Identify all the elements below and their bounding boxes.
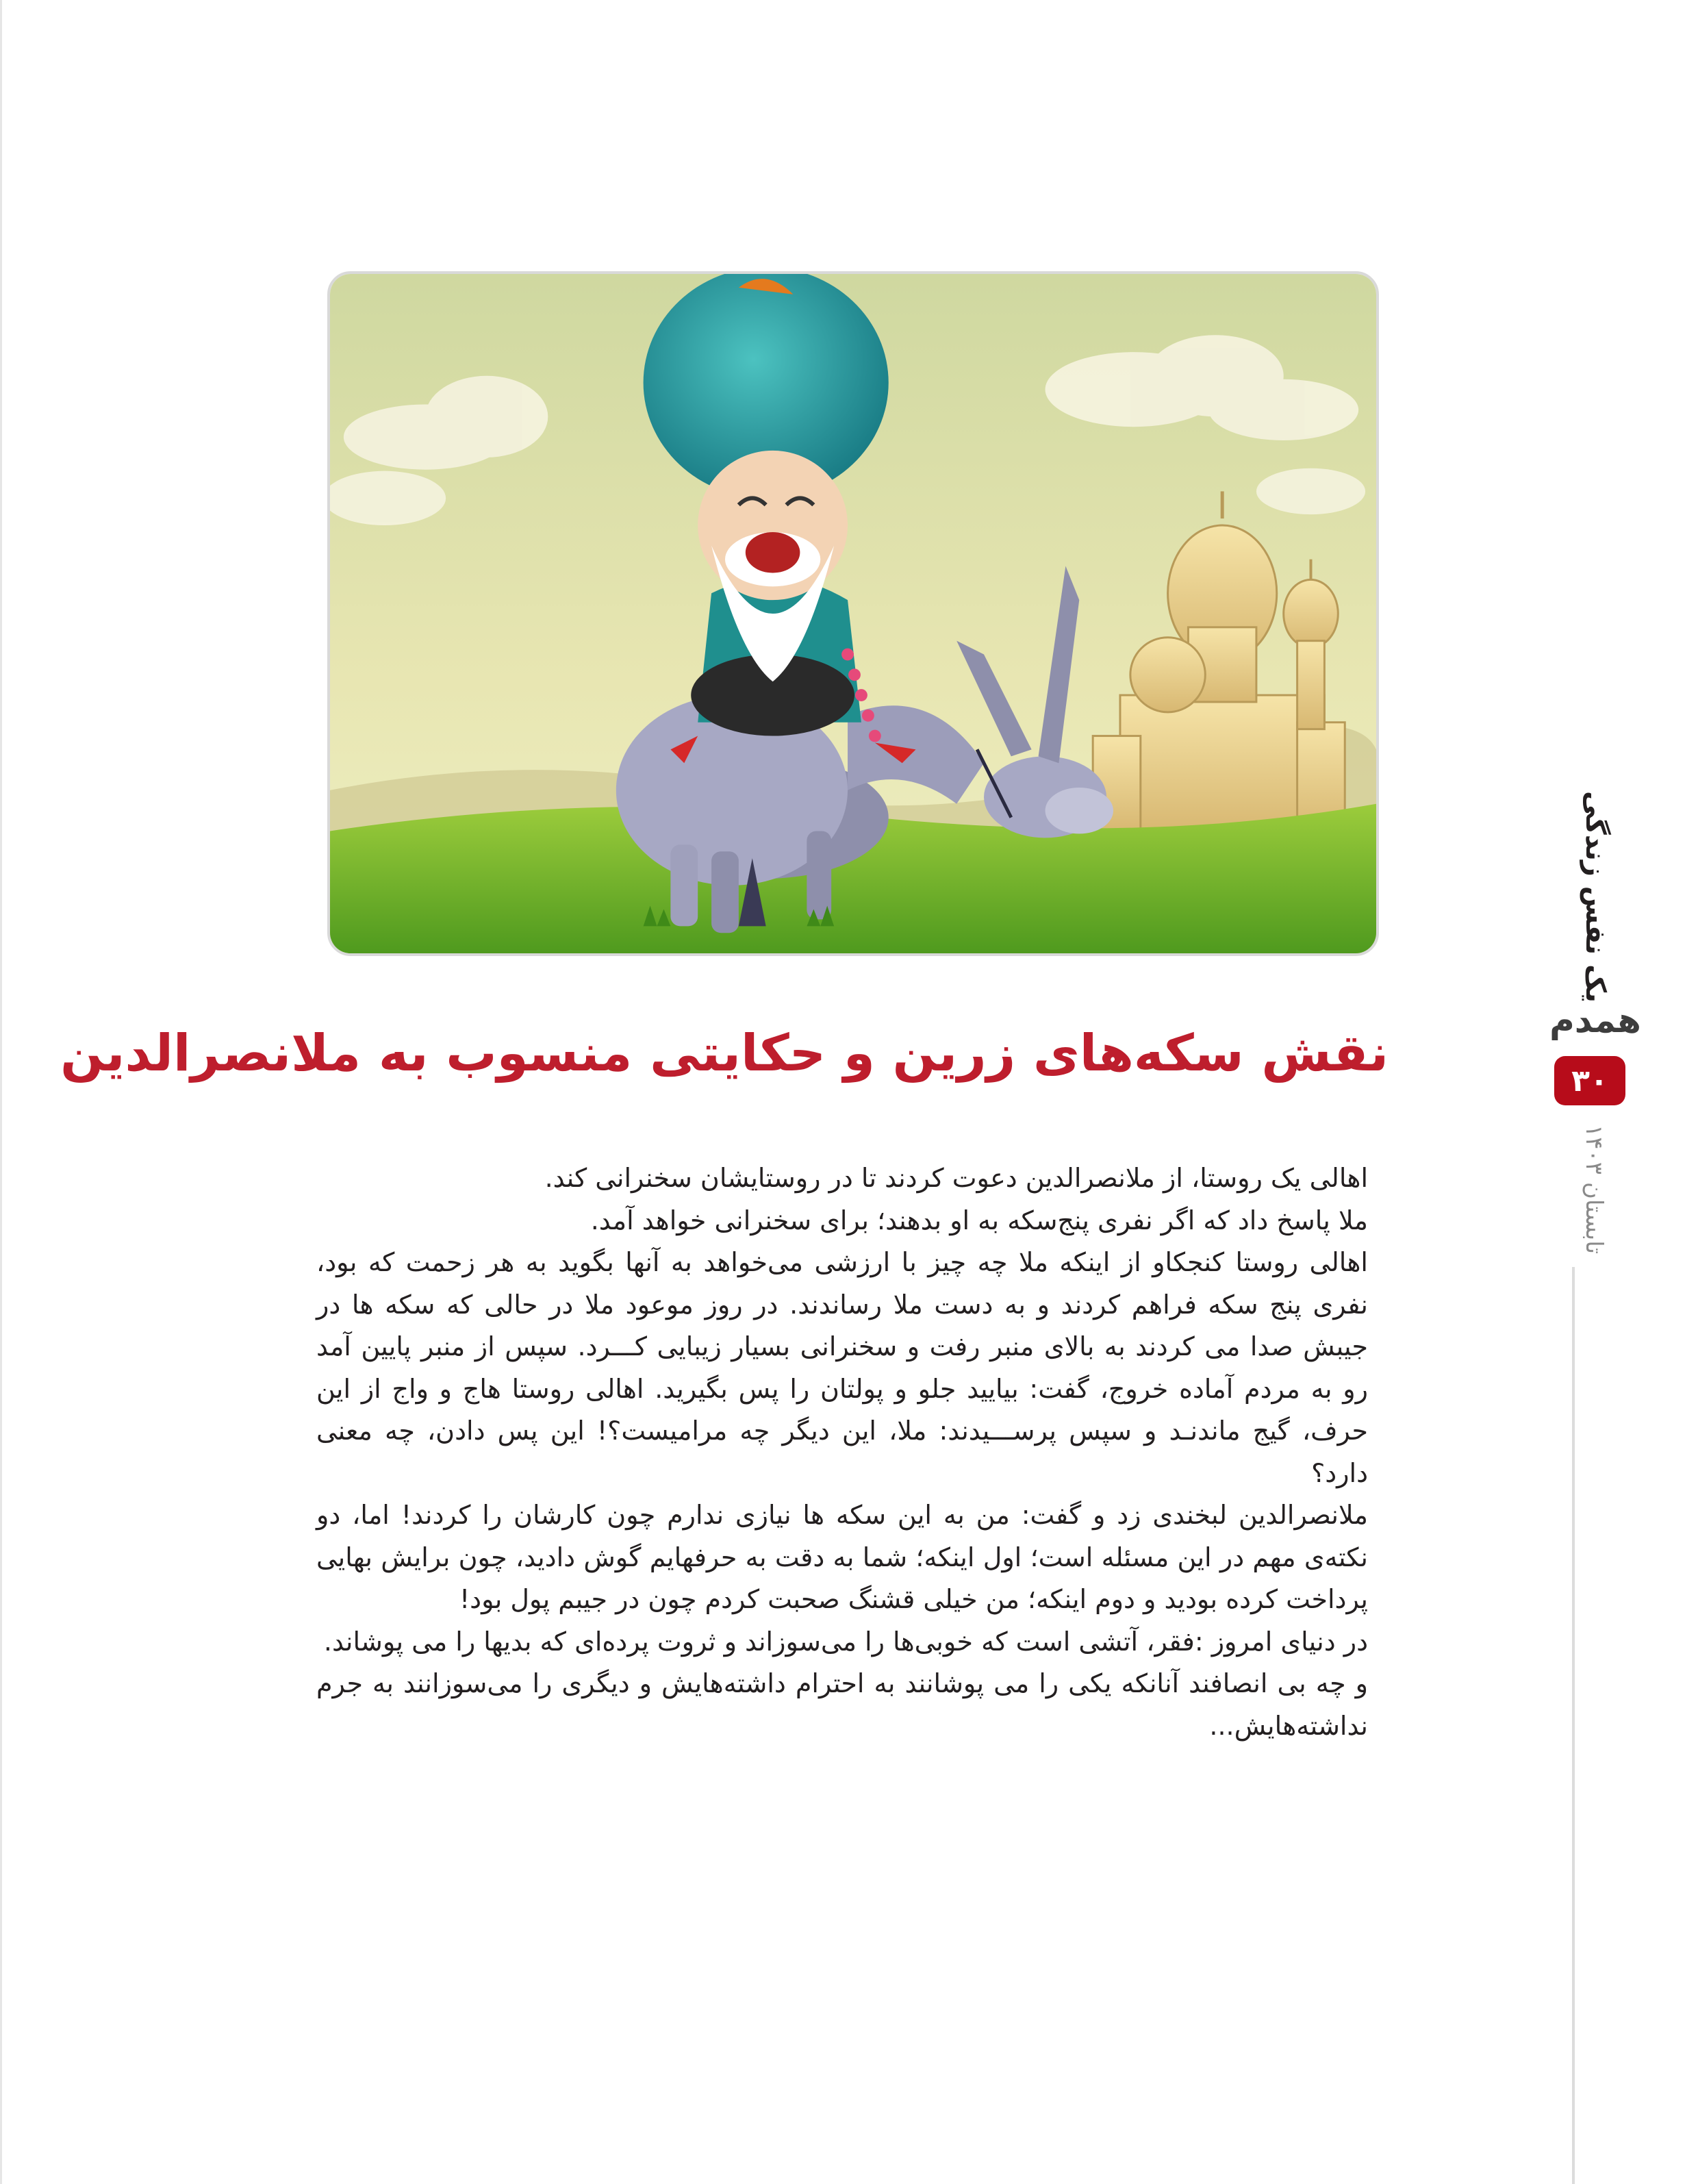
paragraph-5: در دنیای امروز :فقر، آتشی است که خوبی‌ها را می‌سوزاند و ثروت پرده‌ای که بدیها را می پوشاند. bbox=[323, 1626, 1368, 1657]
section-title: یک نفس زندگی bbox=[1580, 791, 1611, 1003]
paragraph-2: ملا پاسخ داد که اگر نفری پنج‌سکه به او بدهند؛ برای سخنرانی خواهد آمد. bbox=[590, 1205, 1368, 1235]
paragraph-3: اهالی روستا کنجکاو از اینکه ملا چه چیز با ارزشی می‌خواهد به آنها بگوید به هر زحمت که بود، نفری پنج سکه فراهم کردند و به دست ملا رساندند. در روز موعود ملا در حالی که سکه ها در جیبش صدا می کردند به بالای منبر رفت و سخنرانی بسیار زیبایی کـــرد. سپس از منبر پایین آمد رو به مردم آماده خروج، گفت: بیایید جلو و پولتان را پس بگیرید. اهالی روستا هاج و واج از این حرف، گیج ماندنـد و سپس پرســـیدند: ملا، این دیگر چه مرامیست؟! این پس دادن، چه معنی دارد؟ bbox=[316, 1247, 1368, 1488]
article-title: نقش سکه‌های زرین و حکایتی منسوب به ملانصرالدین bbox=[60, 1024, 1389, 1083]
paragraph-6: و چه بی انصافند آنانکه یکی را می پوشانند به احترام داشته‌هایش و دیگری را می‌سوزانند به جرم نداشته‌هایش... bbox=[316, 1668, 1368, 1741]
issue-label: تابستان ۱۴۰۳ bbox=[1580, 1125, 1608, 1255]
paragraph-1: اهالی یک روستا، از ملانصرالدین دعوت کردند تا در روستایشان سخنرانی کند. bbox=[544, 1163, 1368, 1193]
page-number-badge: ۳۰ bbox=[1554, 1056, 1625, 1105]
paragraph-4: ملانصرالدین لبخندی زد و گفت: من به این سکه ها نیازی ندارم چون کارشان را کردند! اما، دو نکته‌ی مهم در این مسئله است؛ اول اینکه؛ شما به دقت به حرفهایم گوش دادید، چون برایش بهایی پرداخت کرده بودید و دوم اینکه؛ من خیلی قشنگ صحبت کردم چون در جیبم پول بود! bbox=[316, 1500, 1368, 1614]
mulla-nasreddin-illustration bbox=[327, 271, 1379, 956]
magazine-logo: همدم bbox=[1549, 1001, 1641, 1040]
sidebar-rule bbox=[1572, 1267, 1575, 2184]
page-edge-line bbox=[0, 0, 2, 2184]
article-body bbox=[316, 1157, 1368, 1747]
